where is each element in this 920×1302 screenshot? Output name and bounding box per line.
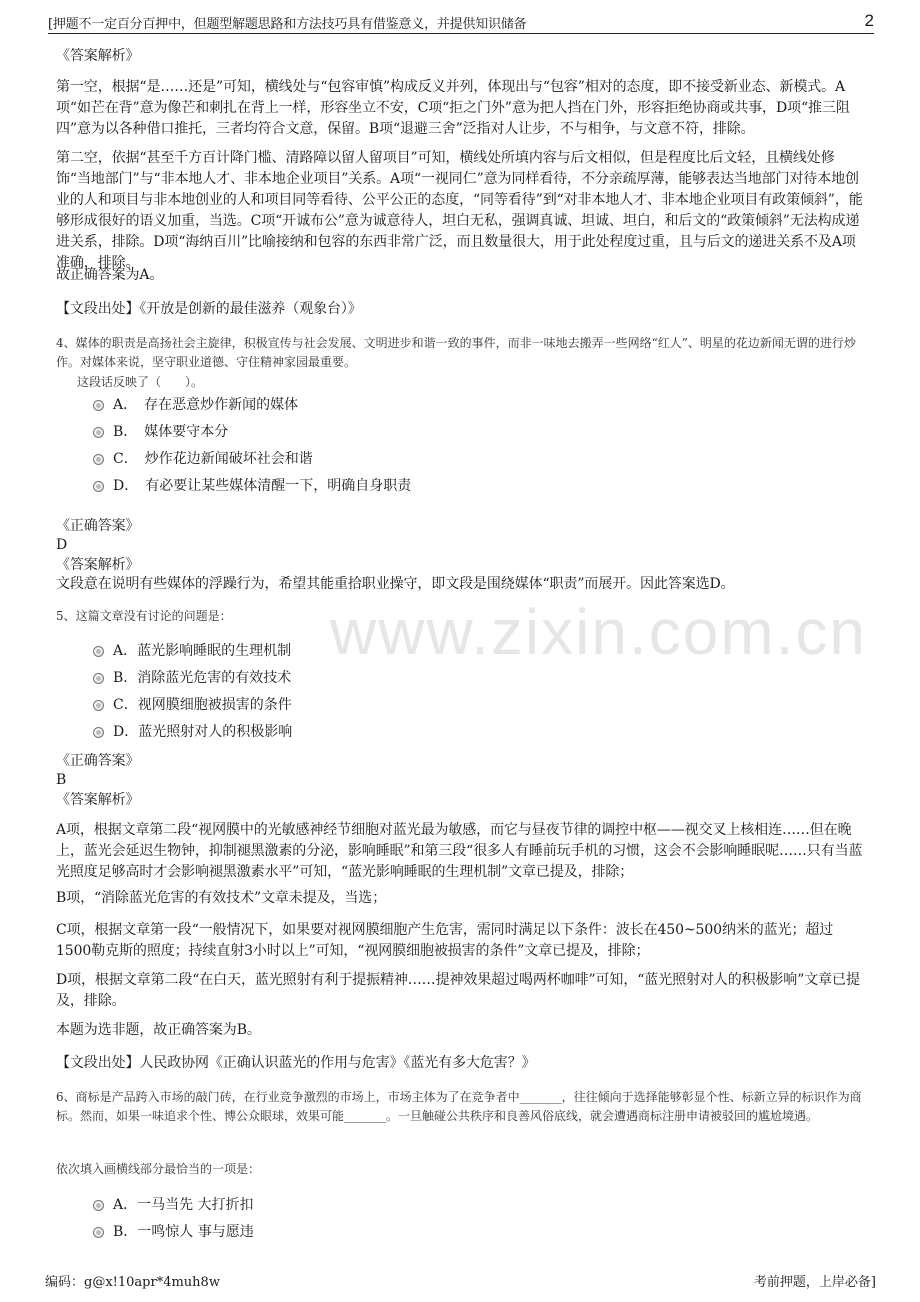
question-6-stem: 6、商标是产品跨入市场的敲门砖，在行业竞争激烈的市场上，市场主体为了在竞争者中_______，往往倾向于选择能够彰显个性、标新立异的标识作为商标。然而，如果一味追求个性、博公众眼球，效果可能_______。一旦触碰公共秩序和良善风俗底线，就会遭遇商标注册申请被驳回的尴尬境遇。 xyxy=(56,1090,862,1123)
q4-option-b[interactable] xyxy=(93,422,228,442)
option-label: B．消除蓝光危害的有效技术 xyxy=(113,670,292,686)
watermark: www.zixin.com.cn xyxy=(330,596,867,668)
option-label: B． 媒体要守本分 xyxy=(113,424,229,440)
option-label: D．蓝光照射对人的积极影响 xyxy=(113,724,293,740)
source: 【文段出处】《开放是创新的最佳滋养（观象台）》 xyxy=(56,301,362,317)
q6-option-a[interactable] xyxy=(93,1195,254,1215)
q4-option-d[interactable] xyxy=(93,476,411,496)
option-label: A． 存在恶意炒作新闻的媒体 xyxy=(113,397,299,413)
q5-answer: B xyxy=(56,772,67,788)
radio-icon[interactable] xyxy=(93,454,104,465)
analysis-paragraph-1: 第一空，根据“是……还是”可知，横线处与“包容审慎”构成反义并列，体现出与“包容”相对的态度，即不接受新业态、新模式。A项“如芒在背”意为像芒和刺扎在背上一样，形容坐立不安，C项“拒之门外”意为把人挡在门外，形容拒绝协商或共事，D项“推三阻四”意为以各种借口推托，三者均符合文意，保留。B项“退避三舍”泛指对人让步，不与相争，与文意不符，排除。 xyxy=(56,79,850,137)
option-label: C． 炒作花边新闻破坏社会和谐 xyxy=(113,451,313,467)
q4-option-c[interactable] xyxy=(93,449,313,469)
q5-analysis-d: D项，根据文章第二段“在白天，蓝光照射有利于提振精神……提神效果超过喝两杯咖啡”可知，“蓝光照射对人的积极影响”文章已提及，排除。 xyxy=(56,972,860,1009)
analysis-paragraph-2: 第二空，依据“甚至千方百计降门槛、清路障以留人留项目”可知，横线处所填内容与后文相似，但是程度比后文轻，且横线处修饰“当地部门”与“非本地人才、非本地企业项目”关系。A项“一视同仁”意为同样看待，不分亲疏厚薄，能够表达当地部门对待本地创业的人和项目与非本地创业的人和项目同等看待、公平公正的态度，“同等看待”到“对非本地人才、非本地企业项目有政策倾斜”，能够形成很好的语义加重，当选。C项“开诚布公”意为诚意待人，坦白无私，强调真诚、坦诚、坦白，和后文的“政策倾斜”无法构成递进关系，排除。D项“海纳百川”比喻接纳和包容的东西非常广泛，而且数量很大，用于此处程度过重，且与后文的递进关系不及A项准确，排除。 xyxy=(56,150,863,271)
radio-icon[interactable] xyxy=(93,727,104,738)
question-4-stem: 4、媒体的职责是高扬社会主旋律，积极宣传与社会发展、文明进步和谐一致的事件，而非一味地去搬弄一些网络“红人”、明星的花边新闻无谓的进行炒作。对媒体来说，坚守职业道德、守住精神家园最重要。 xyxy=(56,336,856,369)
footer-slogan: 考前押题，上岸必备] xyxy=(753,1275,876,1290)
q4-analysis: 文段意在说明有些媒体的浮躁行为，希望其能重拾职业操守，即文段是围绕媒体“职责”而展开。因此答案选D。 xyxy=(56,576,735,592)
page-number: 2 xyxy=(864,11,874,30)
header-divider xyxy=(48,33,874,34)
radio-icon[interactable] xyxy=(93,427,104,438)
q6-option-b[interactable] xyxy=(93,1222,254,1242)
radio-icon[interactable] xyxy=(93,700,104,711)
option-label: A．蓝光影响睡眠的生理机制 xyxy=(113,643,292,659)
question-6-prompt: 依次填入画横线部分最恰当的一项是： xyxy=(56,1162,261,1176)
question-5-stem: 5、这篇文章没有讨论的问题是： xyxy=(56,609,232,623)
q5-analysis-c: C项，根据文章第一段“一般情况下，如果要对视网膜细胞产生危害，需同时满足以下条件：波长在450~500纳米的蓝光；超过1500勒克斯的照度；持续直射3小时以上”可知，“视网膜细胞被损害的条件”文章已提及，排除； xyxy=(56,922,834,959)
q5-analysis-title: 《答案解析》 xyxy=(56,792,140,808)
header-text: [押题不一定百分百押中，但题型解题思路和方法技巧具有借鉴意义，并提供知识储备 xyxy=(48,17,527,32)
q4-answer: D xyxy=(56,537,68,553)
radio-icon[interactable] xyxy=(93,400,104,411)
q5-analysis-b: B项，“消除蓝光危害的有效技术”文章未提及，当选； xyxy=(56,890,387,906)
conclusion: 故正确答案为A。 xyxy=(56,267,164,283)
q5-option-c[interactable] xyxy=(93,695,292,715)
radio-icon[interactable] xyxy=(93,481,104,492)
q5-answer-title: 《正确答案》 xyxy=(56,753,140,769)
q5-option-d[interactable] xyxy=(93,722,292,742)
radio-icon[interactable] xyxy=(93,646,104,657)
radio-icon[interactable] xyxy=(93,1200,104,1211)
q5-analysis-a: A项，根据文章第二段“视网膜中的光敏感神经节细胞对蓝光最为敏感，而它与昼夜节律的调控中枢——视交叉上核相连……但在晚上，蓝光会延迟生物钟，抑制褪黑激素的分泌，影响睡眠”和第三段“很多人有睡前玩手机的习惯，这会不会影响睡眠呢……只有当蓝光照度足够高时才会影响褪黑激素水平”可知，“蓝光影响睡眠的生理机制”文章已提及，排除； xyxy=(56,822,863,880)
q5-option-b[interactable] xyxy=(93,668,291,688)
option-label: C．视网膜细胞被损害的条件 xyxy=(113,697,292,713)
q4-answer-title: 《正确答案》 xyxy=(56,518,140,534)
option-label: A．一马当先 大打折扣 xyxy=(113,1197,254,1213)
radio-icon[interactable] xyxy=(93,673,104,684)
q5-conclusion: 本题为选非题，故正确答案为B。 xyxy=(56,1022,261,1038)
analysis-title: 《答案解析》 xyxy=(56,48,140,64)
radio-icon[interactable] xyxy=(93,1227,104,1238)
option-label: D． 有必要让某些媒体清醒一下，明确自身职责 xyxy=(113,478,412,494)
q4-option-a[interactable] xyxy=(93,395,298,415)
q5-source: 【文段出处】人民政协网《正确认识蓝光的作用与危害》《蓝光有多大危害？》 xyxy=(56,1055,536,1071)
q4-analysis-title: 《答案解析》 xyxy=(56,557,140,573)
q5-option-a[interactable] xyxy=(93,641,291,661)
question-4-prompt: 这段话反映了（ ）。 xyxy=(77,375,204,389)
footer-code: 编码：g@x!10apr*4muh8w xyxy=(45,1275,220,1290)
option-label: B．一鸣惊人 事与愿违 xyxy=(113,1224,254,1240)
